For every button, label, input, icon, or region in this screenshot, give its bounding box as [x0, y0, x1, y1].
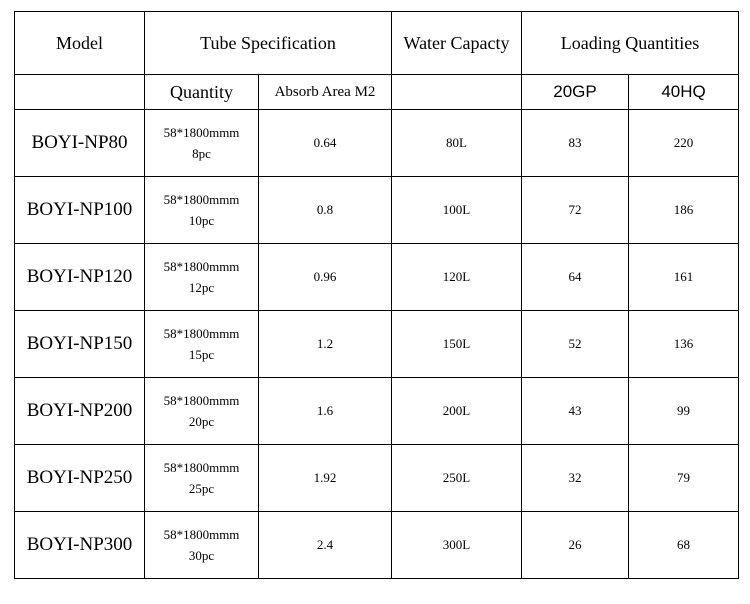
tube-count: 12pc	[188, 280, 215, 295]
table-row	[15, 512, 739, 579]
header-model: Model	[15, 12, 145, 75]
tube-size: 58*1800mmm	[163, 527, 240, 542]
absorb-area-cell: 1.2	[259, 311, 392, 378]
gp20-cell: 43	[522, 378, 629, 445]
header-water-capacity: Water Capacty	[392, 12, 522, 75]
absorb-area-cell: 2.4	[259, 512, 392, 579]
tube-count: 10pc	[188, 213, 215, 228]
tube-cell	[145, 311, 259, 378]
hq40-cell: 220	[629, 110, 739, 177]
header-20gp: 20GP	[522, 75, 629, 110]
tube-cell	[145, 244, 259, 311]
model-cell: BOYI-NP100	[15, 177, 145, 244]
gp20-cell: 83	[522, 110, 629, 177]
gp20-cell: 52	[522, 311, 629, 378]
tube-size: 58*1800mmm	[163, 192, 240, 207]
model-cell: BOYI-NP80	[15, 110, 145, 177]
tube-size: 58*1800mmm	[163, 326, 240, 341]
capacity-cell: 150L	[392, 311, 522, 378]
tube-cell	[145, 177, 259, 244]
tube-cell	[145, 512, 259, 579]
table-row	[15, 244, 739, 311]
tube-size: 58*1800mmm	[163, 125, 240, 140]
tube-count: 25pc	[188, 481, 215, 496]
model-cell: BOYI-NP150	[15, 311, 145, 378]
tube-size: 58*1800mmm	[163, 460, 240, 475]
header-row-1	[15, 12, 739, 75]
absorb-area-cell: 0.8	[259, 177, 392, 244]
table-row	[15, 445, 739, 512]
model-cell: BOYI-NP300	[15, 512, 145, 579]
tube-count: 15pc	[188, 347, 215, 362]
header-empty-capacity	[392, 75, 522, 110]
hq40-cell: 136	[629, 311, 739, 378]
gp20-cell: 64	[522, 244, 629, 311]
table-row	[15, 110, 739, 177]
table-row	[15, 378, 739, 445]
header-40hq: 40HQ	[629, 75, 739, 110]
header-row-2	[15, 75, 739, 110]
capacity-cell: 100L	[392, 177, 522, 244]
header-empty-model	[15, 75, 145, 110]
hq40-cell: 68	[629, 512, 739, 579]
tube-count: 20pc	[188, 414, 215, 429]
capacity-cell: 80L	[392, 110, 522, 177]
absorb-area-cell: 0.96	[259, 244, 392, 311]
tube-cell	[145, 110, 259, 177]
capacity-cell: 200L	[392, 378, 522, 445]
header-tube-spec: Tube Specification	[145, 12, 392, 75]
hq40-cell: 186	[629, 177, 739, 244]
tube-cell	[145, 445, 259, 512]
tube-size: 58*1800mmm	[163, 259, 240, 274]
tube-count: 8pc	[192, 146, 211, 161]
hq40-cell: 161	[629, 244, 739, 311]
capacity-cell: 300L	[392, 512, 522, 579]
gp20-cell: 72	[522, 177, 629, 244]
tube-cell	[145, 378, 259, 445]
spec-table	[14, 11, 739, 579]
hq40-cell: 79	[629, 445, 739, 512]
absorb-area-cell: 1.6	[259, 378, 392, 445]
header-quantity: Quantity	[145, 75, 259, 110]
table-row	[15, 177, 739, 244]
model-cell: BOYI-NP200	[15, 378, 145, 445]
model-cell: BOYI-NP120	[15, 244, 145, 311]
tube-size: 58*1800mmm	[163, 393, 240, 408]
table-row	[15, 311, 739, 378]
tube-count: 30pc	[188, 548, 215, 563]
header-absorb-area: Absorb Area M2	[259, 75, 392, 110]
gp20-cell: 32	[522, 445, 629, 512]
capacity-cell: 120L	[392, 244, 522, 311]
model-cell: BOYI-NP250	[15, 445, 145, 512]
gp20-cell: 26	[522, 512, 629, 579]
absorb-area-cell: 1.92	[259, 445, 392, 512]
header-loading-quantities: Loading Quantities	[522, 12, 739, 75]
absorb-area-cell: 0.64	[259, 110, 392, 177]
hq40-cell: 99	[629, 378, 739, 445]
capacity-cell: 250L	[392, 445, 522, 512]
